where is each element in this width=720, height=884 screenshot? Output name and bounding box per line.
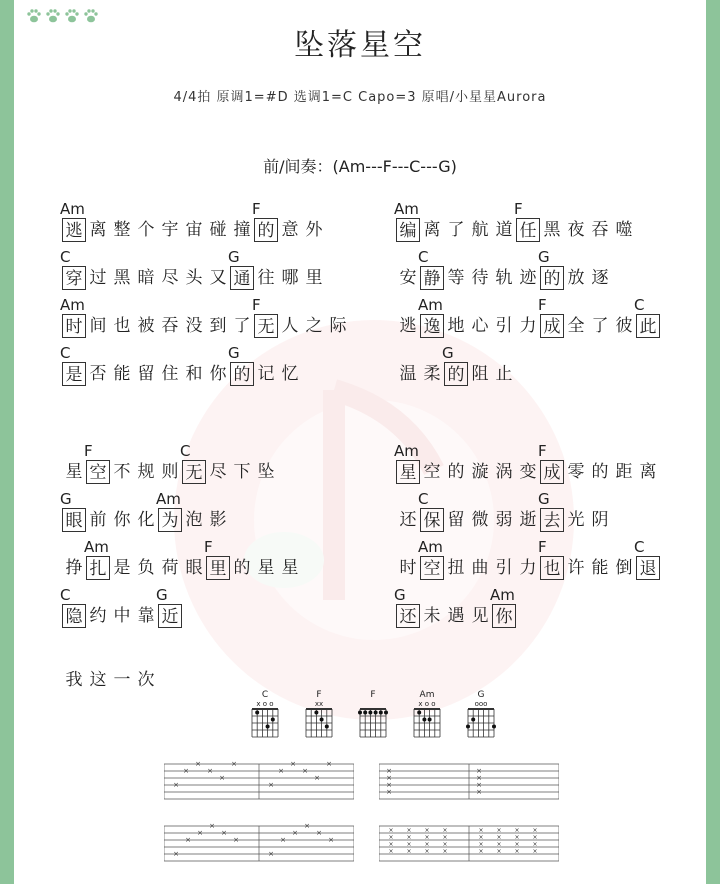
intro-chords: 前/间奏：(Am---F---C---G) — [263, 157, 457, 176]
chord-label: C — [418, 490, 429, 508]
lyric-char: 前 — [89, 510, 107, 530]
svg-text:×: × — [442, 841, 448, 848]
lyric-char: 整 — [113, 220, 131, 240]
lyric-char: 阻 — [471, 364, 489, 384]
lyric-char: 挣 — [65, 558, 83, 578]
chord-label: Am — [84, 538, 109, 556]
lyric-char: 吞 — [161, 316, 179, 336]
chord-label: C — [634, 296, 645, 314]
chord-label: G — [228, 344, 240, 362]
svg-text:×: × — [406, 834, 412, 841]
lyric-char: 涡 — [495, 462, 513, 482]
lyric-char: 宇 — [161, 220, 179, 240]
lyric-char: 柔 — [423, 364, 441, 384]
beat-char-boxed: 里 — [206, 556, 230, 580]
lyric-char: 荷 — [161, 558, 179, 578]
beat-char-boxed: 也 — [540, 556, 564, 580]
svg-text:×: × — [496, 827, 502, 834]
chord-label: F — [204, 538, 213, 556]
svg-text:×: × — [197, 829, 203, 837]
lyric-char: 的 — [591, 462, 609, 482]
lyric-char: 撞 — [233, 220, 251, 240]
lyric-text — [62, 362, 302, 386]
lyric-text — [62, 508, 230, 532]
chord-diagram-open-strings: xx — [314, 700, 324, 708]
beat-char-boxed: 空 — [420, 556, 444, 580]
lyric-char: 待 — [471, 268, 489, 288]
svg-text:×: × — [386, 767, 392, 775]
lyric-char: 离 — [423, 220, 441, 240]
svg-text:×: × — [496, 848, 502, 855]
lyric-char: 你 — [113, 510, 131, 530]
svg-text:×: × — [514, 841, 520, 848]
fretboard-grid — [304, 708, 334, 738]
lyric-char: 止 — [495, 364, 513, 384]
svg-text:×: × — [292, 829, 298, 837]
lyric-text — [396, 218, 636, 242]
lyric-char: 被 — [137, 316, 155, 336]
svg-text:×: × — [406, 827, 412, 834]
lyric-char: 离 — [639, 462, 657, 482]
chord-diagram-open-strings: x o o — [418, 700, 436, 708]
lyric-char: 碰 — [209, 220, 227, 240]
beat-char-boxed: 隐 — [62, 604, 86, 628]
lyric-char: 能 — [113, 364, 131, 384]
lyric-char: 夜 — [567, 220, 585, 240]
lyric-char: 中 — [113, 606, 131, 626]
chord-label: Am — [394, 200, 419, 218]
lyric-char: 泡 — [185, 510, 203, 530]
fretboard-grid — [250, 708, 280, 738]
lyric-char: 了 — [447, 220, 465, 240]
lyric-char: 我 — [65, 670, 83, 690]
lyric-char: 微 — [471, 510, 489, 530]
fretboard-grid — [466, 708, 496, 738]
lyric-text — [396, 556, 660, 580]
lyric-char: 化 — [137, 510, 155, 530]
lyric-char: 逝 — [519, 510, 537, 530]
svg-text:×: × — [388, 827, 394, 834]
beat-char-boxed: 逃 — [62, 218, 86, 242]
svg-text:×: × — [532, 827, 538, 834]
lyric-char: 和 — [185, 364, 203, 384]
lyric-char: 下 — [233, 462, 251, 482]
svg-text:×: × — [514, 834, 520, 841]
beat-char-boxed: 的 — [540, 266, 564, 290]
beat-char-boxed: 通 — [230, 266, 254, 290]
lyric-char: 忆 — [281, 364, 299, 384]
svg-text:×: × — [314, 774, 320, 782]
lyric-char: 里 — [305, 268, 323, 288]
svg-text:×: × — [207, 767, 213, 775]
lyric-char: 之 — [305, 316, 323, 336]
beat-char-boxed: 的 — [230, 362, 254, 386]
lyric-char: 意 — [281, 220, 299, 240]
svg-text:×: × — [388, 848, 394, 855]
svg-text:×: × — [195, 760, 201, 768]
chord-diagrams — [248, 690, 498, 741]
svg-text:×: × — [386, 781, 392, 789]
svg-text:×: × — [388, 841, 394, 848]
lyric-char: 了 — [233, 316, 251, 336]
lyric-char: 光 — [567, 510, 585, 530]
beat-char-boxed: 此 — [636, 314, 660, 338]
chord-label: F — [538, 442, 547, 460]
beat-char-boxed: 成 — [540, 460, 564, 484]
lyric-char: 的 — [447, 462, 465, 482]
lyric-char: 曲 — [471, 558, 489, 578]
chord-diagram — [248, 690, 282, 741]
beat-char-boxed: 近 — [158, 604, 182, 628]
svg-text:×: × — [268, 781, 274, 789]
lyric-char: 尽 — [161, 268, 179, 288]
svg-text:×: × — [478, 827, 484, 834]
chord-diagram-open-strings — [356, 700, 390, 708]
chord-label: C — [60, 344, 71, 362]
lyric-char: 到 — [209, 316, 227, 336]
lyric-char: 坠 — [257, 462, 275, 482]
chord-label: C — [60, 248, 71, 266]
lyric-char: 力 — [519, 558, 537, 578]
lyric-char: 没 — [185, 316, 203, 336]
chord-label: G — [60, 490, 72, 508]
chord-diagram-open-strings: x o o — [256, 700, 274, 708]
svg-text:×: × — [476, 767, 482, 775]
lyric-char: 漩 — [471, 462, 489, 482]
lyric-text — [62, 668, 158, 692]
chord-label: C — [180, 442, 191, 460]
chord-label: F — [252, 200, 261, 218]
svg-text:×: × — [478, 841, 484, 848]
lyric-char: 吞 — [591, 220, 609, 240]
svg-text:×: × — [386, 774, 392, 782]
tab-staff — [164, 822, 354, 868]
beat-char-boxed: 空 — [86, 460, 110, 484]
chord-label: Am — [60, 200, 85, 218]
svg-text:×: × — [478, 834, 484, 841]
beat-char-boxed: 去 — [540, 508, 564, 532]
lyric-text — [396, 314, 660, 338]
beat-char-boxed: 编 — [396, 218, 420, 242]
song-title: 坠落星空 — [294, 28, 426, 63]
svg-text:×: × — [532, 848, 538, 855]
svg-text:×: × — [326, 760, 332, 768]
svg-text:×: × — [219, 774, 225, 782]
chord-diagram-name: Am — [419, 690, 435, 700]
chord-diagram — [410, 690, 444, 741]
beat-char-boxed: 的 — [444, 362, 468, 386]
lyric-text — [62, 604, 182, 628]
svg-text:×: × — [268, 850, 274, 858]
lyric-char: 头 — [185, 268, 203, 288]
beat-char-boxed: 成 — [540, 314, 564, 338]
lyric-char: 距 — [615, 462, 633, 482]
lyric-char: 了 — [591, 316, 609, 336]
svg-text:×: × — [514, 848, 520, 855]
svg-text:×: × — [442, 848, 448, 855]
lyric-char: 轨 — [495, 268, 513, 288]
svg-text:×: × — [478, 848, 484, 855]
svg-text:×: × — [406, 841, 412, 848]
svg-text:×: × — [183, 767, 189, 775]
lyric-char: 安 — [399, 268, 417, 288]
beat-char-boxed: 无 — [182, 460, 206, 484]
chord-label: F — [538, 296, 547, 314]
lyric-char: 个 — [137, 220, 155, 240]
chord-label: G — [442, 344, 454, 362]
lyric-char: 黑 — [543, 220, 561, 240]
tab-staff — [164, 760, 354, 806]
lyric-char: 间 — [89, 316, 107, 336]
lyric-char: 温 — [399, 364, 417, 384]
lyric-char: 际 — [329, 316, 347, 336]
svg-text:×: × — [328, 836, 334, 844]
lyric-text — [62, 314, 350, 338]
lyric-char: 的 — [233, 558, 251, 578]
svg-text:×: × — [406, 848, 412, 855]
lyric-text — [62, 460, 278, 484]
lyric-char: 影 — [209, 510, 227, 530]
chord-diagram — [464, 690, 498, 741]
svg-text:×: × — [424, 848, 430, 855]
lyric-char: 尽 — [209, 462, 227, 482]
lyric-char: 引 — [495, 558, 513, 578]
svg-text:×: × — [386, 788, 392, 796]
svg-text:×: × — [388, 834, 394, 841]
svg-text:×: × — [442, 827, 448, 834]
chord-diagram — [302, 690, 336, 741]
svg-text:×: × — [173, 781, 179, 789]
lyric-text — [396, 460, 660, 484]
lyric-char: 星 — [65, 462, 83, 482]
lyric-char: 力 — [519, 316, 537, 336]
svg-text:×: × — [173, 850, 179, 858]
fretboard-grid — [358, 708, 388, 738]
tab-staff — [379, 822, 559, 868]
beat-char-boxed: 眼 — [62, 508, 86, 532]
svg-text:×: × — [316, 829, 322, 837]
beat-char-boxed: 还 — [396, 604, 420, 628]
lyric-char: 约 — [89, 606, 107, 626]
chord-label: G — [538, 248, 550, 266]
tab-staff — [379, 760, 559, 806]
lyric-char: 这 — [89, 670, 107, 690]
lyric-char: 阴 — [591, 510, 609, 530]
chord-diagram-name: F — [316, 690, 322, 700]
svg-text:×: × — [185, 836, 191, 844]
chord-label: F — [514, 200, 523, 218]
chord-diagram — [356, 690, 390, 741]
lyric-char: 哪 — [281, 268, 299, 288]
chord-label: F — [538, 538, 547, 556]
svg-text:×: × — [496, 841, 502, 848]
chord-label: C — [634, 538, 645, 556]
svg-text:×: × — [302, 767, 308, 775]
beat-char-boxed: 逸 — [420, 314, 444, 338]
lyric-char: 许 — [567, 558, 585, 578]
chord-diagram-name: F — [370, 690, 376, 700]
lyric-char: 逃 — [399, 316, 417, 336]
lyric-char: 零 — [567, 462, 585, 482]
lyric-char: 倒 — [615, 558, 633, 578]
lyric-char: 次 — [137, 670, 155, 690]
lyric-char: 引 — [495, 316, 513, 336]
lyric-char: 能 — [591, 558, 609, 578]
lyric-char: 黑 — [113, 268, 131, 288]
lyric-char: 是 — [113, 558, 131, 578]
lyric-char: 变 — [519, 462, 537, 482]
lyric-char: 留 — [447, 510, 465, 530]
beat-char-boxed: 星 — [396, 460, 420, 484]
lyric-char: 靠 — [137, 606, 155, 626]
chord-label: Am — [156, 490, 181, 508]
chord-diagram-open-strings: ooo — [474, 700, 488, 708]
lyric-text — [396, 604, 516, 628]
lyric-char: 人 — [281, 316, 299, 336]
chord-label: G — [394, 586, 406, 604]
lyric-char: 逐 — [591, 268, 609, 288]
svg-text:×: × — [221, 829, 227, 837]
lyric-char: 迹 — [519, 268, 537, 288]
lyric-char: 眼 — [185, 558, 203, 578]
beat-char-boxed: 的 — [254, 218, 278, 242]
lyric-char: 道 — [495, 220, 513, 240]
lyric-text — [396, 266, 612, 290]
lyric-char: 见 — [471, 606, 489, 626]
chord-label: F — [252, 296, 261, 314]
chord-label: Am — [418, 538, 443, 556]
svg-text:×: × — [290, 760, 296, 768]
lyric-char: 心 — [471, 316, 489, 336]
beat-char-boxed: 时 — [62, 314, 86, 338]
lyric-char: 一 — [113, 670, 131, 690]
score-sheet — [14, 0, 706, 884]
lyric-char: 弱 — [495, 510, 513, 530]
svg-text:×: × — [209, 822, 215, 830]
lyric-char: 地 — [447, 316, 465, 336]
lyric-char: 放 — [567, 268, 585, 288]
chord-diagram-name: C — [261, 690, 269, 700]
chord-label: Am — [418, 296, 443, 314]
lyric-char: 暗 — [137, 268, 155, 288]
chord-label: Am — [394, 442, 419, 460]
chord-label: C — [60, 586, 71, 604]
lyric-char: 星 — [257, 558, 275, 578]
beat-char-boxed: 退 — [636, 556, 660, 580]
svg-text:×: × — [304, 822, 310, 830]
svg-text:×: × — [278, 767, 284, 775]
lyric-char: 外 — [305, 220, 323, 240]
lyric-char: 记 — [257, 364, 275, 384]
chord-label: Am — [60, 296, 85, 314]
beat-char-boxed: 保 — [420, 508, 444, 532]
lyric-char: 噬 — [615, 220, 633, 240]
lyric-char: 等 — [447, 268, 465, 288]
lyric-char: 否 — [89, 364, 107, 384]
lyric-char: 航 — [471, 220, 489, 240]
svg-text:×: × — [280, 836, 286, 844]
beat-char-boxed: 扎 — [86, 556, 110, 580]
svg-text:×: × — [532, 841, 538, 848]
lyric-char: 则 — [161, 462, 179, 482]
lyric-text — [396, 362, 516, 386]
chord-label: F — [84, 442, 93, 460]
beat-char-boxed: 你 — [492, 604, 516, 628]
chord-label: Am — [490, 586, 515, 604]
lyric-char: 你 — [209, 364, 227, 384]
svg-text:×: × — [476, 788, 482, 796]
song-info: 4/4拍 原调1=#D 选调1=C Capo=3 原唱/小星星Aurora — [173, 90, 547, 105]
lyric-text — [62, 218, 326, 242]
lyric-text — [62, 556, 302, 580]
beat-char-boxed: 为 — [158, 508, 182, 532]
lyric-char: 往 — [257, 268, 275, 288]
lyric-char: 负 — [137, 558, 155, 578]
lyric-char: 空 — [423, 462, 441, 482]
lyric-char: 全 — [567, 316, 585, 336]
svg-text:×: × — [442, 834, 448, 841]
svg-text:×: × — [233, 836, 239, 844]
lyric-text — [396, 508, 612, 532]
lyric-char: 宙 — [185, 220, 203, 240]
svg-text:×: × — [476, 781, 482, 789]
chord-label: G — [156, 586, 168, 604]
lyric-char: 还 — [399, 510, 417, 530]
beat-char-boxed: 静 — [420, 266, 444, 290]
svg-text:×: × — [424, 841, 430, 848]
svg-text:×: × — [496, 834, 502, 841]
fretboard-grid — [412, 708, 442, 738]
lyric-char: 遇 — [447, 606, 465, 626]
lyric-char: 规 — [137, 462, 155, 482]
svg-text:×: × — [514, 827, 520, 834]
svg-text:×: × — [532, 834, 538, 841]
svg-text:×: × — [424, 827, 430, 834]
lyric-text — [62, 266, 326, 290]
lyric-char: 留 — [137, 364, 155, 384]
lyric-char: 未 — [423, 606, 441, 626]
beat-char-boxed: 穿 — [62, 266, 86, 290]
lyric-char: 住 — [161, 364, 179, 384]
beat-char-boxed: 无 — [254, 314, 278, 338]
chord-diagram-name: G — [477, 690, 485, 700]
beat-char-boxed: 任 — [516, 218, 540, 242]
lyric-char: 又 — [209, 268, 227, 288]
lyric-char: 不 — [113, 462, 131, 482]
lyric-char: 彼 — [615, 316, 633, 336]
lyric-char: 扭 — [447, 558, 465, 578]
lyric-char: 过 — [89, 268, 107, 288]
svg-text:×: × — [476, 774, 482, 782]
lyric-char: 时 — [399, 558, 417, 578]
svg-text:×: × — [231, 760, 237, 768]
chord-label: C — [418, 248, 429, 266]
lyric-char: 星 — [281, 558, 299, 578]
lyric-char: 离 — [89, 220, 107, 240]
chord-label: G — [228, 248, 240, 266]
beat-char-boxed: 是 — [62, 362, 86, 386]
svg-text:×: × — [424, 834, 430, 841]
lyric-char: 也 — [113, 316, 131, 336]
chord-label: G — [538, 490, 550, 508]
